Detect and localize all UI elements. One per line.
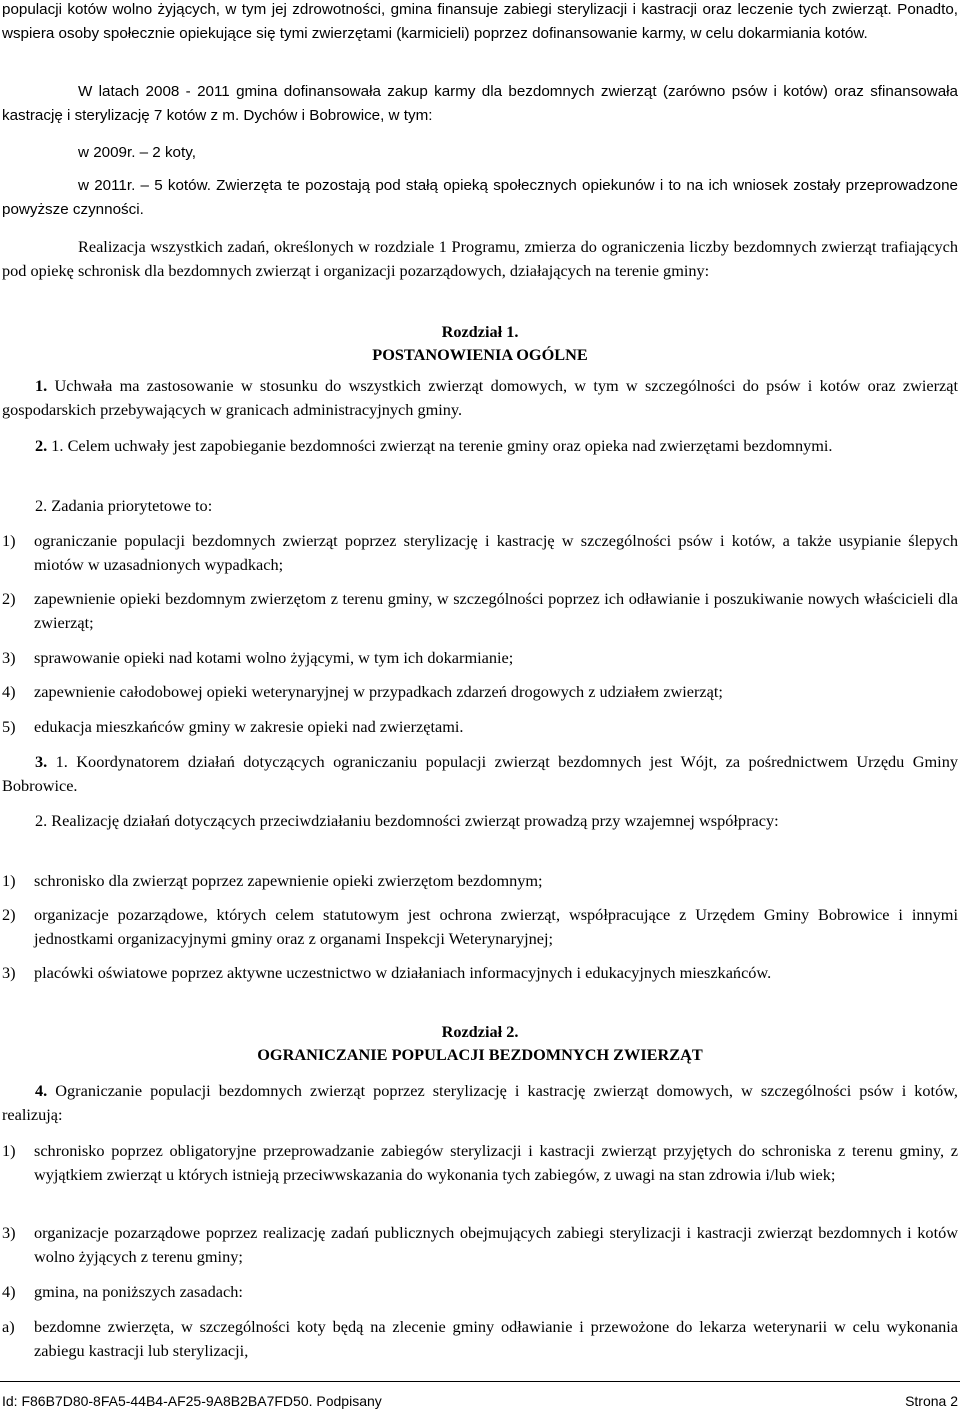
cooperation-item-text: organizacje pozarządowe, których celem statutowym jest ochrona zwierząt, współpracujące z Urzędem Gminy Bobrowice i innymi jednostkami organizacyjnymi gminy oraz z organami Inspekcji Weterynaryjnej;: [34, 905, 958, 948]
cooperation-item-number: 1): [2, 871, 16, 890]
page-number: Strona 2: [905, 1393, 958, 1409]
year-2011-text: Zwierzęta te pozostają pod stałą opieką społecznych opiekunów i to na ich wniosek zostały przeprowadzone powyższe czynności.: [2, 177, 958, 218]
year-2011-paragraph: [2, 174, 958, 222]
task-item-text: ograniczanie populacji bezdomnych zwierząt poprzez sterylizację i kastrację w szczególności psów i kotów, a także usypianie ślepych miotów w uzasadnionych wypadkach;: [34, 531, 958, 574]
section-1: [2, 374, 958, 422]
section-3-number: 3.: [35, 752, 48, 771]
cooperation-item: [2, 961, 958, 985]
cooperation-item-number: 2): [2, 905, 16, 924]
intro-paragraph-1: populacji kotów wolno żyjących, w tym jej zdrowotności, gmina finansuje zabiegi sterylizacji i kastracji oraz leczenie tych zwierząt. Ponadto, wspiera osoby społecznie opiekujące się tymi zwierzętami (karmicieli) poprzez dofinansowanie karmy, w celu dokarmiania kotów.: [2, 1, 958, 42]
task-item-text: zapewnienie opieki bezdomnym zwierzętom z terenu gminy, w szczególności poprzez ich odławianie i poszukiwanie nowych właścicieli dla zwierząt;: [34, 589, 958, 632]
task-item: [2, 529, 958, 577]
page-footer: [0, 1381, 960, 1412]
measure-item-number: a): [2, 1317, 15, 1336]
year-2009-line: w 2009r. – 2 koty,: [78, 144, 196, 161]
cooperation-item-text: schronisko dla zwierząt poprzez zapewnienie opieki zwierzętom bezdomnym;: [34, 871, 543, 890]
cooperation-item: [2, 869, 958, 893]
section-1-text: Uchwała ma zastosowanie w stosunku do wszystkich zwierząt domowych, w tym w szczególności do psów i kotów oraz zwierząt gospodarskich przebywających w granicach administracyjnych gminy.: [2, 376, 958, 419]
section-4-number: 4.: [35, 1081, 48, 1100]
section-3-text: 1. Koordynatorem działań dotyczących ograniczaniu populacji zwierząt bezdomnych jest Wójt, za pośrednictwem Urzędu Gminy Bobrowice.: [2, 752, 958, 795]
chapter-2-subtitle: OGRANICZANIE POPULACJI BEZDOMNYCH ZWIERZĄT: [257, 1045, 703, 1064]
task-item-text: zapewnienie całodobowej opieki weterynaryjnej w przypadkach zdarzeń drogowych z udziałem zwierząt;: [34, 682, 723, 701]
task-item: [2, 680, 958, 704]
measure-item: [2, 1315, 958, 1363]
measure-item-number: 3): [2, 1223, 16, 1242]
chapter-1-title: Rozdział 1.: [441, 322, 519, 341]
cooperation-item: [2, 903, 958, 951]
section-1-number: 1.: [35, 376, 48, 395]
measure-item-text: schronisko poprzez obligatoryjne przeprowadzanie zabiegów sterylizacji i kastracji zwierząt przyjętych do schroniska z terenu gminy, z wyjątkiem zwierząt u których istnieją przeciwwskazania do wykonania tych zabiegów, z uwagi na stan zdrowia i/lub wiek;: [34, 1141, 958, 1184]
year-2011-label: w 2011r. – 5 kotów.: [78, 177, 211, 194]
task-item-number: 1): [2, 531, 16, 550]
task-item-text: edukacja mieszkańców gminy w zakresie opieki nad zwierzętami.: [34, 717, 464, 736]
task-item-number: 4): [2, 682, 16, 701]
chapter-1-subtitle: POSTANOWIENIA OGÓLNE: [372, 345, 588, 364]
measure-item-text: organizacje pozarządowe poprzez realizację zadań publicznych obejmujących zabiegi sterylizacji i kastracji zwierząt bezdomnych i kotów wolno żyjących z terenu gminy;: [34, 1223, 958, 1266]
section-3-point-2: 2. Realizację działań dotyczących przeciwdziałaniu bezdomności zwierząt prowadzą przy wzajemnej współpracy:: [35, 811, 779, 830]
section-2-number: 2.: [35, 436, 48, 455]
task-item-number: 5): [2, 717, 16, 736]
task-item-number: 3): [2, 648, 16, 667]
document-id: Id: F86B7D80-8FA5-44B4-AF25-9A8B2BA7FD50. Podpisany: [2, 1393, 382, 1409]
task-item-number: 2): [2, 589, 16, 608]
section-2: [2, 434, 958, 458]
section-4: [2, 1079, 958, 1127]
chapter-2-title: Rozdział 2.: [441, 1022, 519, 1041]
section-2-point-2: 2. Zadania priorytetowe to:: [35, 496, 213, 515]
task-item: [2, 715, 958, 739]
intro-paragraph-2: W latach 2008 - 2011 gmina dofinansowała zakup karmy dla bezdomnych zwierząt (zarówno psów i kotów) oraz sfinansowała kastrację i sterylizację 7 kotów z m. Dychów i Bobrowice, w tym:: [2, 83, 958, 124]
measure-item-text: bezdomne zwierzęta, w szczególności koty będą na zlecenie gminy odławianie i przewożone do lekarza weterynarii w celu wykonania zabiegu kastracji lub sterylizacji,: [34, 1317, 958, 1360]
measure-item: [2, 1280, 958, 1304]
task-item-text: sprawowanie opieki nad kotami wolno żyjącymi, w tym ich dokarmianie;: [34, 648, 514, 667]
measure-item: [2, 1221, 958, 1269]
cooperation-item-text: placówki oświatowe poprzez aktywne uczestnictwo w działaniach informacyjnych i edukacyjnych mieszkańców.: [34, 963, 772, 982]
intro-paragraph-3: Realizacja wszystkich zadań, określonych w rozdziale 1 Programu, zmierza do ograniczenia liczby bezdomnych zwierząt trafiających pod opiekę schronisk dla bezdomnych zwierząt i organizacji pozarządowych, działających na terenie gminy:: [2, 237, 958, 280]
cooperation-item-number: 3): [2, 963, 16, 982]
measure-item: [2, 1139, 958, 1187]
task-item: [2, 587, 958, 635]
section-3: [2, 750, 958, 798]
measure-item-text: gmina, na poniższych zasadach:: [34, 1282, 243, 1301]
measure-item-number: 4): [2, 1282, 16, 1301]
section-2-text: 1. Celem uchwały jest zapobieganie bezdomności zwierząt na terenie gminy oraz opieka nad zwierzętami bezdomnymi.: [47, 436, 833, 455]
measure-item-number: 1): [2, 1141, 16, 1160]
task-item: [2, 646, 958, 670]
section-4-text: Ograniczanie populacji bezdomnych zwierząt poprzez sterylizację i kastrację zwierząt domowych, w szczególności psów i kotów, realizują:: [2, 1081, 958, 1124]
